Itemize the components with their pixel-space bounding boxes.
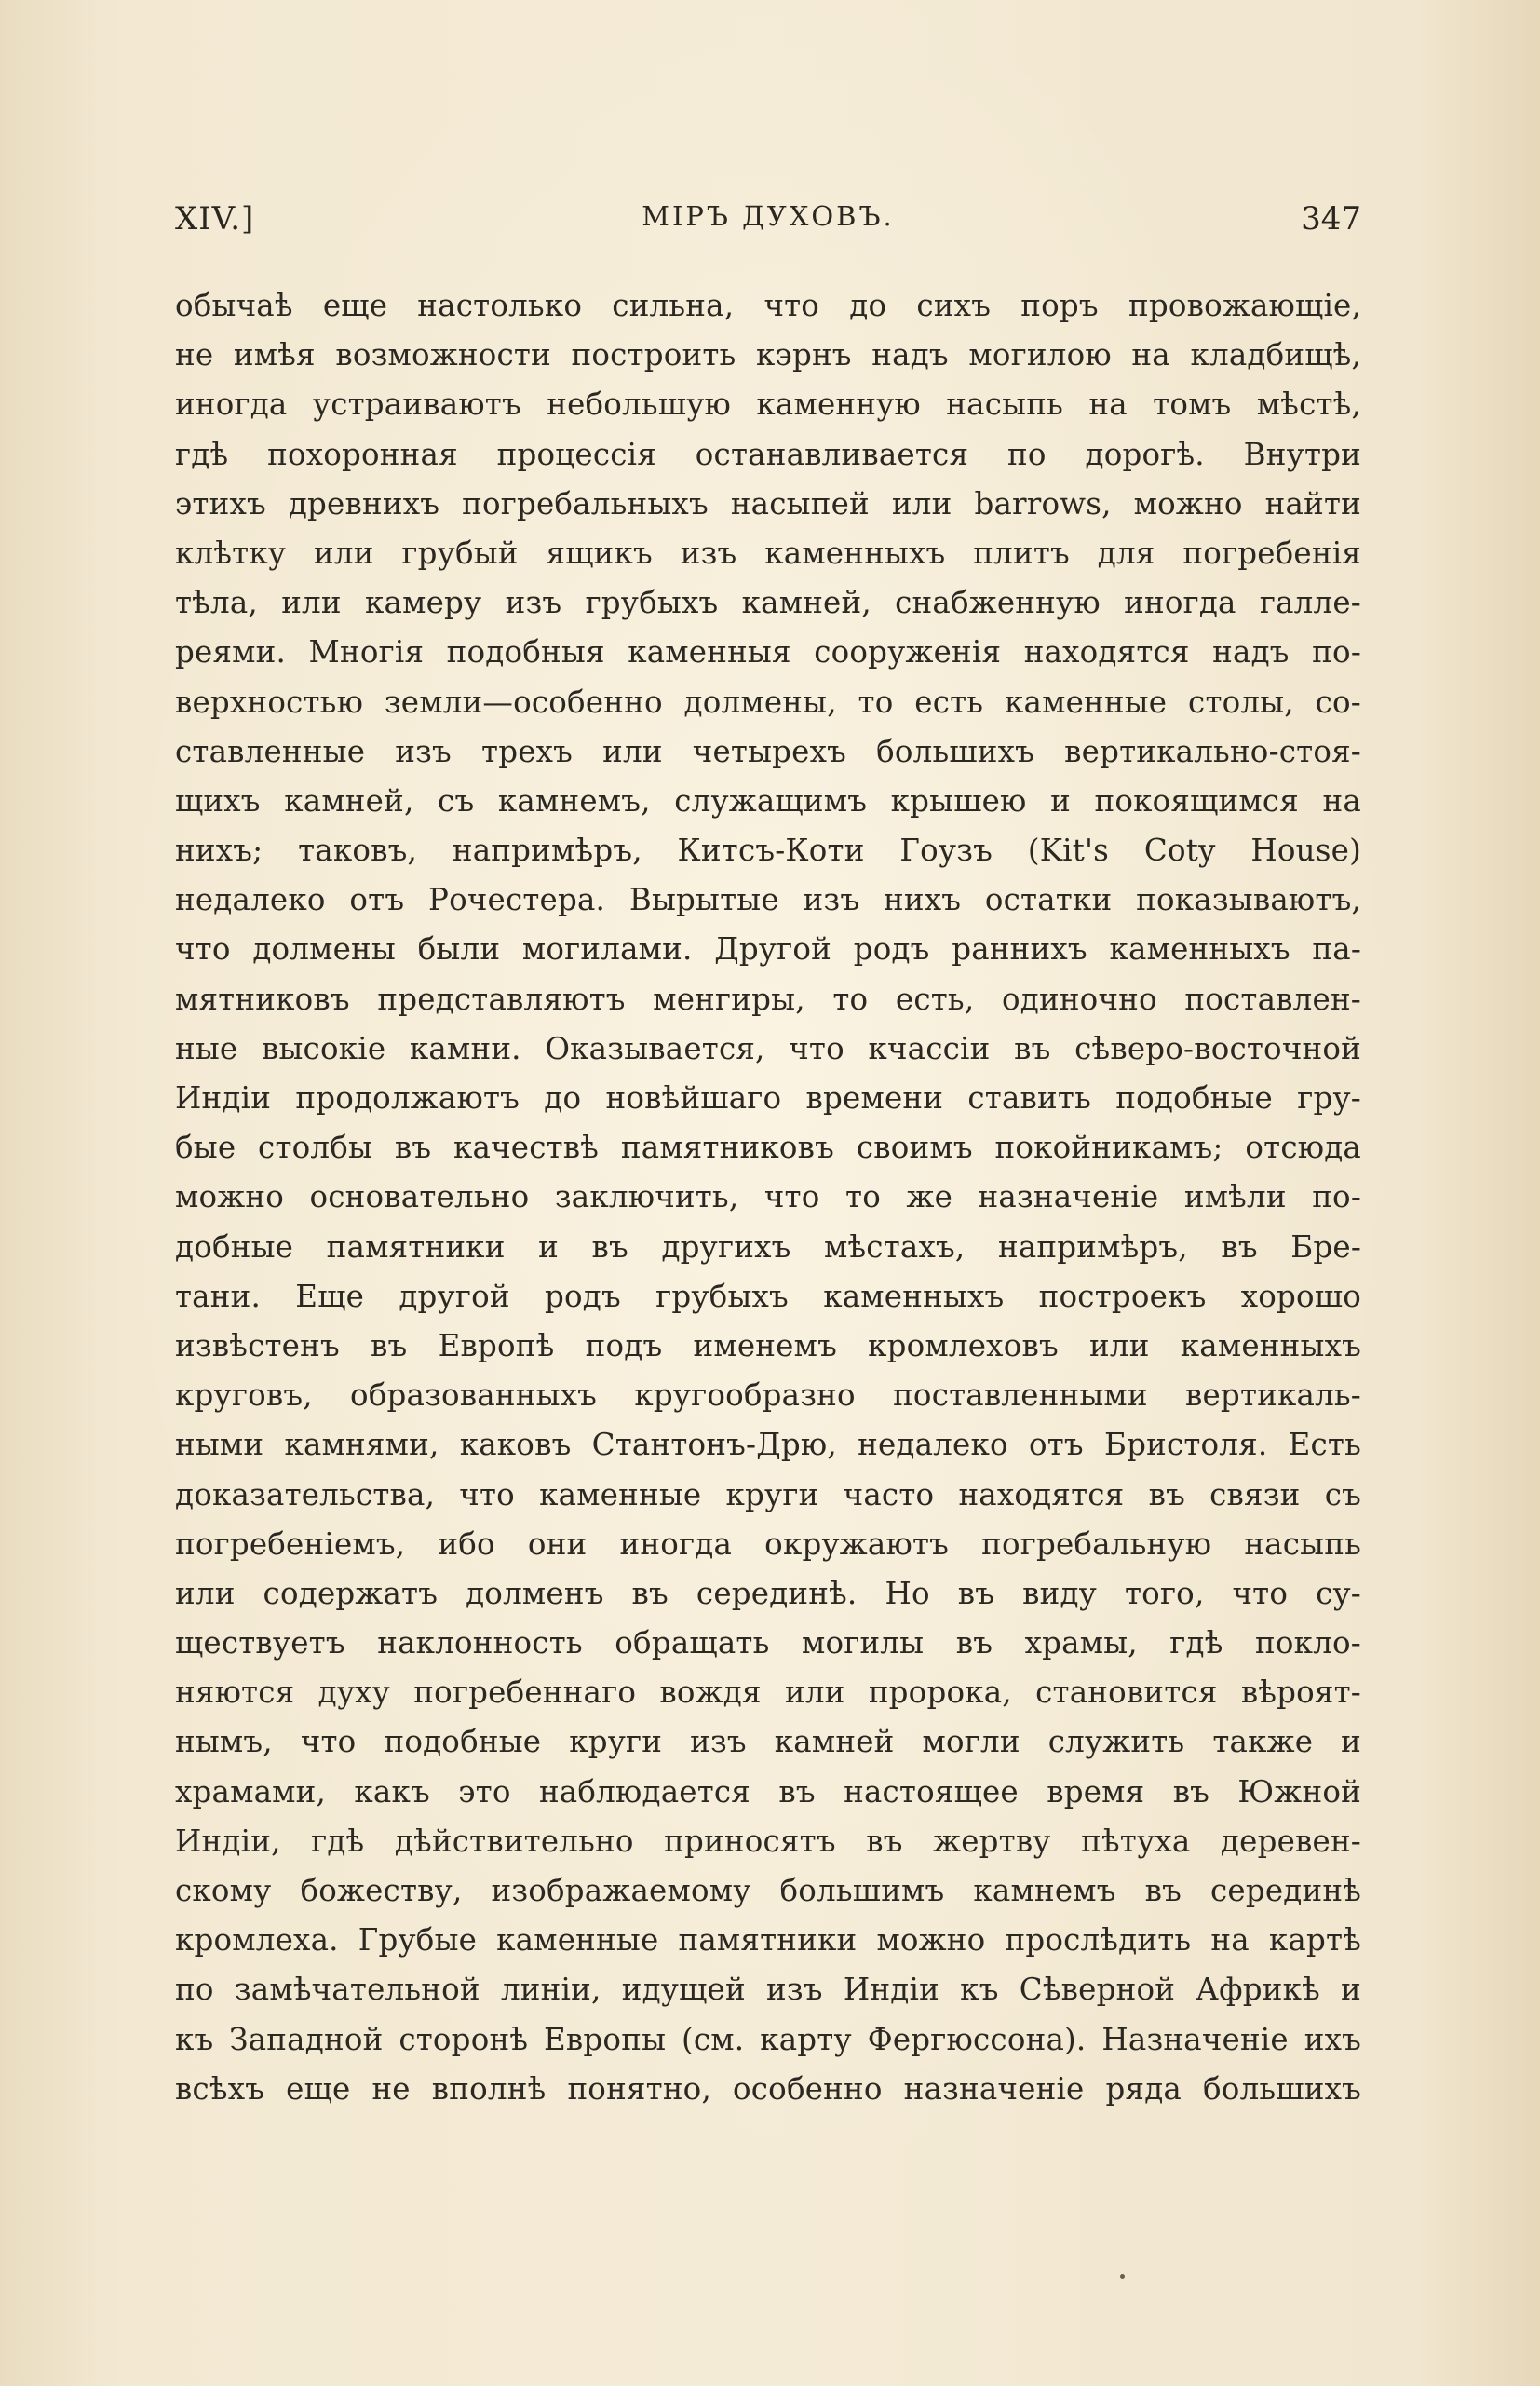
- text-line: погребеніемъ, ибо они иногда окружаютъ погребальную насыпь: [175, 1525, 1361, 1562]
- text-line: щихъ камней, съ камнемъ, служащимъ крышею и покоящимся на: [175, 782, 1361, 819]
- ink-speck: [1120, 2274, 1125, 2279]
- text-line: или содержатъ долменъ въ серединѣ. Но въ виду того, что су-: [175, 1575, 1361, 1611]
- text-line: тани. Еще другой родъ грубыхъ каменныхъ построекъ хорошо: [175, 1278, 1361, 1314]
- text-line: кромлеха. Грубые каменные памятники можно прослѣдить на картѣ: [175, 1922, 1361, 1959]
- body-text: [175, 281, 1361, 2114]
- text-line: храмами, какъ это наблюдается въ настоящее время въ Южной: [175, 1773, 1361, 1810]
- text-line: мятниковъ представляютъ менгиры, то есть, одиночно поставлен-: [175, 981, 1361, 1017]
- text-line: что долмены были могилами. Другой родъ раннихъ каменныхъ па-: [175, 931, 1361, 968]
- text-line: добные памятники и въ другихъ мѣстахъ, напримѣръ, въ Бре-: [175, 1228, 1361, 1265]
- text-line: Индіи продолжаютъ до новѣйшаго времени ставить подобные гру-: [175, 1080, 1361, 1116]
- text-line: тѣла, или камеру изъ грубыхъ камней, снабженную иногда галле-: [175, 585, 1361, 621]
- text-line: ставленные изъ трехъ или четырехъ большихъ вертикально-стоя-: [175, 733, 1361, 769]
- text-line: нымъ, что подобные круги изъ камней могли служить также и: [175, 1724, 1361, 1760]
- text-line: Индіи, гдѣ дѣйствительно приносятъ въ жертву пѣтуха деревен-: [175, 1823, 1361, 1859]
- text-line: бые столбы въ качествѣ памятниковъ своимъ покойникамъ; отсюда: [175, 1130, 1361, 1166]
- text-line: можно основательно заключить, что то же назначеніе имѣли по-: [175, 1179, 1361, 1215]
- text-line: няются духу погребеннаго вождя или пророка, становится вѣроят-: [175, 1674, 1361, 1711]
- text-line: извѣстенъ въ Европѣ подъ именемъ кромлеховъ или каменныхъ: [175, 1327, 1361, 1363]
- text-line: скому божеству, изображаемому большимъ камнемъ въ серединѣ: [175, 1873, 1361, 1908]
- text-line: гдѣ похоронная процессія останавливается по дорогѣ. Внутри: [175, 436, 1361, 472]
- text-line: этихъ древнихъ погребальныхъ насыпей или barrows, можно найти: [175, 485, 1361, 522]
- text-line: круговъ, образованныхъ кругообразно поставленными вертикаль-: [175, 1377, 1361, 1414]
- running-head: [175, 200, 1361, 256]
- text-line: по замѣчательной линіи, идущей изъ Индіи къ Сѣверной Африкѣ и: [175, 1972, 1361, 2008]
- text-line: недалеко отъ Рочестера. Вырытые изъ нихъ остатки показываютъ,: [175, 882, 1361, 918]
- running-title: МІРЪ ДУХОВЪ.: [642, 200, 895, 232]
- text-line: иногда устраиваютъ небольшую каменную насыпь на томъ мѣстѣ,: [175, 386, 1361, 423]
- text-line: доказательства, что каменные круги часто находятся въ связи съ: [175, 1476, 1361, 1512]
- text-line: верхностью земли—особенно долмены, то есть каменные столы, со-: [175, 684, 1361, 720]
- text-line: къ Западной сторонѣ Европы (см. карту Фергюссона). Назначеніе ихъ: [175, 2021, 1361, 2057]
- chapter-number: XIV.]: [175, 200, 255, 237]
- text-line: нихъ; таковъ, напримѣръ, Китсъ-Коти Гоузъ (Kit's Coty House): [175, 833, 1361, 869]
- text-line: клѣтку или грубый ящикъ изъ каменныхъ плитъ для погребенія: [175, 535, 1361, 571]
- text-line: обычаѣ еще настолько сильна, что до сихъ поръ провожающіе,: [175, 288, 1361, 323]
- text-line: реями. Многія подобныя каменныя сооруженія находятся надъ по-: [175, 634, 1361, 671]
- text-line: не имѣя возможности построить кэрнъ надъ могилою на кладбищѣ,: [175, 337, 1361, 373]
- text-line: ные высокіе камни. Оказывается, что кчассіи въ сѣверо-восточной: [175, 1030, 1361, 1066]
- text-line: всѣхъ еще не вполнѣ понятно, особенно назначеніе ряда большихъ: [175, 2070, 1361, 2107]
- text-line: ными камнями, каковъ Стантонъ-Дрю, недалеко отъ Бристоля. Есть: [175, 1427, 1361, 1463]
- text-line: ществуетъ наклонность обращать могилы въ храмы, гдѣ покло-: [175, 1625, 1361, 1661]
- page-number: 347: [1301, 200, 1361, 237]
